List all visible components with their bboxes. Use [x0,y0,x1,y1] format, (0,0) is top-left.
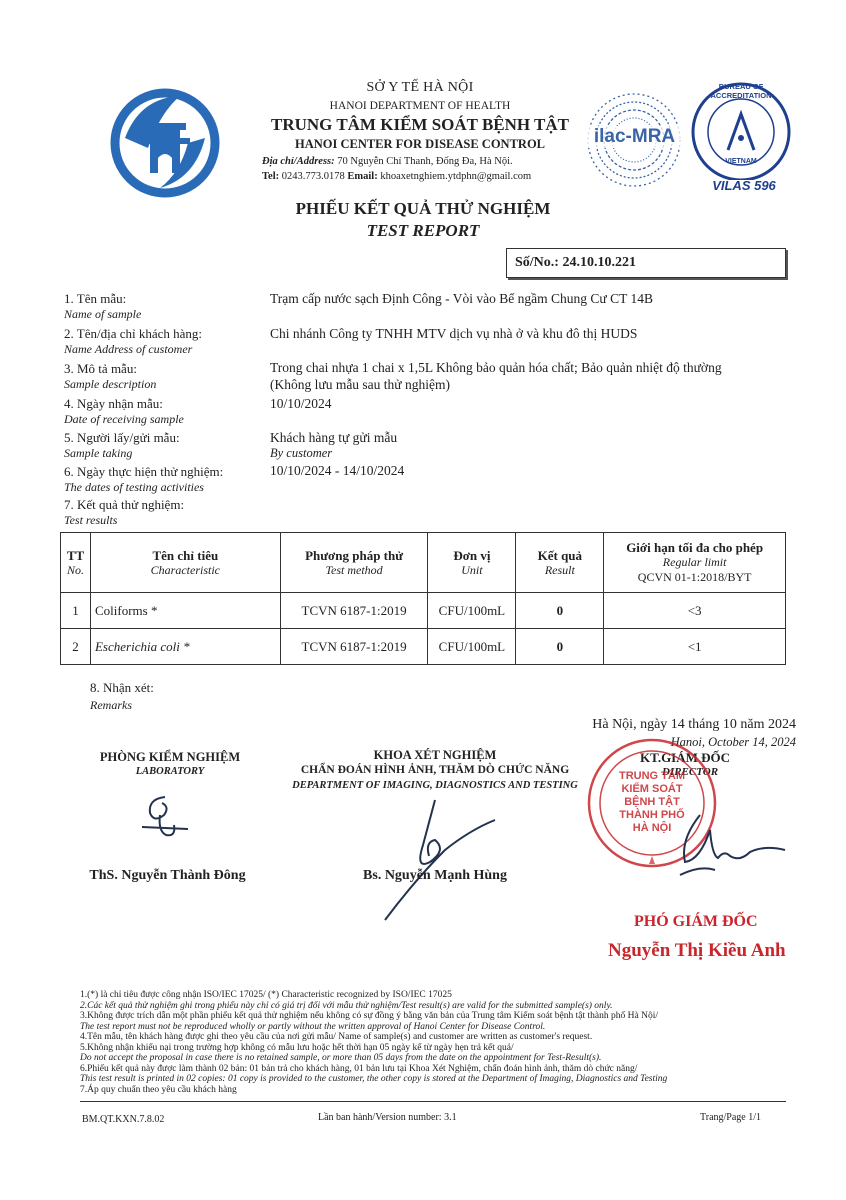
ilac-mra-logo [582,90,687,190]
header-method: Phương pháp thử Test method [280,533,428,593]
form-code: BM.QT.KXN.7.8.02 [82,1114,165,1125]
report-number-label: Số/No.: [515,255,559,270]
table-row [61,629,786,665]
header-limit: Giới hạn tối đa cho phép Regular limit QCVN 01-1:2018/BYT [604,533,786,593]
department-title-en: DEPARTMENT OF IMAGING, DIAGNOSTICS AND TESTING [292,780,578,791]
department-title-2: CHẨN ĐOÁN HÌNH ẢNH, THĂM DÒ CHỨC NĂNG [300,764,570,776]
report-number-box [506,248,786,278]
table-row [61,593,786,629]
row-characteristic: Coliforms * [90,593,280,629]
field-description-value: Trong chai nhựa 1 chai x 1,5L Không bảo quản hóa chất; Bảo quản nhiệt độ thường [270,360,722,375]
field-description-value-2: (Không lưu mẫu sau thử nghiệm) [270,377,450,392]
field-test-dates-value: 10/10/2024 - 14/10/2024 [270,463,405,478]
table-header-row [61,533,786,593]
field-customer-value: Chi nhánh Công ty TNHH MTV dịch vụ nhà ở và khu đô thị HUDS [270,326,638,341]
row-method: TCVN 6187-1:2019 [280,593,428,629]
row-characteristic: Escherichia coli * [90,629,280,665]
header-unit: Đơn vị Unit [428,533,516,593]
department-en: HANOI DEPARTMENT OF HEALTH [329,100,511,112]
footnote: Do not accept the proposal in case there is no retained sample, or more than 05 days from the date on the appointment for Test-Result(s). [80,1053,602,1063]
vilas-label: VILAS 596 [712,178,776,193]
department-signature [375,790,505,925]
bureau-accreditation-logo [686,80,796,195]
field-received-date-label: 4. Ngày nhận mẫu: [64,396,163,411]
field-description-label-en: Sample description [64,377,157,391]
page-number: Trang/Page 1/1 [700,1112,762,1123]
director-title: KT.GIÁM ĐỐC [640,750,731,765]
cdc-logo [100,78,230,208]
footer-rule [80,1101,786,1102]
lab-title-en: LABORATORY [135,766,205,777]
director-signature [640,800,790,890]
row-method: TCVN 6187-1:2019 [280,629,428,665]
field-test-dates-label-en: The dates of testing activities [64,480,204,494]
footnote: The test report must not be reproduced wholly or partly without the written approval of Hanoi Center for Disease Control. [80,1021,546,1032]
field-sample-taking-value-en: By customer [270,446,333,460]
address-line: Địa chỉ/Address: 70 Nguyễn Chí Thanh, Đống Đa, Hà Nội. [262,156,513,167]
row-unit: CFU/100mL [428,629,516,665]
row-result: 0 [516,593,604,629]
field-results-label-en: Test results [64,513,118,527]
version-number: Lần ban hành/Version number: 3.1 [318,1112,457,1123]
report-date: Hà Nội, ngày 14 tháng 10 năm 2024 [592,717,796,732]
accreditation-ring-text: BUREAU OF ACCREDITATION [710,82,772,100]
remarks-label: 8. Nhận xét: [90,680,154,695]
accreditation-country: VIETNAM [725,158,757,165]
header-characteristic: Tên chỉ tiêu Characteristic [90,533,280,593]
stamp-line: BỆNH TẬT [624,796,680,808]
stamp-line: THÀNH PHỐ [619,809,685,821]
field-customer-label-en: Name Address of customer [64,342,193,356]
footnote: 1.(*) là chỉ tiêu được công nhận ISO/IEC 17025/ (*) Characteristic recognized by ISO/IEC 17025 [80,990,452,1000]
director-position: PHÓ GIÁM ĐỐC [634,913,758,930]
report-date-en: Hanoi, October 14, 2024 [670,735,796,749]
department-vn: SỞ Y TẾ HÀ NỘI [366,80,474,95]
footnote: This test result is printed in 02 copies: 01 copy is provided to the customer, the other copy is stored at the Department of Imaging, Diagnostics and Testing [80,1074,668,1084]
header-no: TT No. [61,533,91,593]
lab-title: PHÒNG KIỂM NGHIỆM [99,750,241,764]
footnotes [80,990,790,1095]
field-sample-name-value: Trạm cấp nước sạch Định Công - Vòi vào Bể ngầm Chung Cư CT 14B [270,291,654,306]
footnote: 3.Không được trích dẫn một phần phiếu kết quả thử nghiệm nếu không có sự đồng ý bằng văn bản của Trung tâm Kiểm soát bệnh tật thành phố Hà Nội/ [80,1011,658,1021]
lab-signature [130,785,200,845]
row-no: 2 [61,629,91,665]
footnote: 2.Các kết quả thử nghiệm ghi trong phiếu này chỉ có giá trị đối với mẫu thử nghiệm/Test result(s) are valid for the submitted sample(s) only. [80,1000,613,1011]
header-result: Kết quả Result [516,533,604,593]
field-sample-taking-value: Khách hàng tự gửi mẫu [270,430,398,445]
field-results-label: 7. Kết quả thử nghiệm: [64,497,185,512]
results-table [60,532,786,665]
footnote: 6.Phiếu kết quả này được làm thành 02 bản: 01 bản trả cho khách hàng, 01 bản lưu tại Khoa Xét Nghiệm, chẩn đoán hình ảnh, thăm dò chức năng/ [80,1063,638,1074]
field-sample-name-label: 1. Tên mẫu: [64,291,127,306]
contact-line: Tel: 0243.773.0178 Email: khoaxetnghiem.ytdphn@gmail.com [262,171,532,182]
stamp-line: KIỂM SOÁT [621,783,683,795]
report-number: 24.10.10.221 [562,255,636,270]
row-no: 1 [61,593,91,629]
field-sample-taking-label-en: Sample taking [64,446,133,460]
stamp-line: TRUNG TÂM [619,770,685,782]
footnote: 5.Không nhận khiếu nại trong trường hợp không có mẫu lưu hoặc hết thời hạn 05 ngày kể từ ngày hẹn trả kết quả/ [80,1042,514,1053]
field-received-date-label-en: Date of receiving sample [64,412,184,426]
center-en: HANOI CENTER FOR DISEASE CONTROL [294,137,546,151]
department-signer-name: Bs. Nguyễn Mạnh Hùng [363,868,507,883]
footnote: 7.Áp quy chuẩn theo yêu cầu khách hàng [80,1084,237,1095]
field-test-dates-label: 6. Ngày thực hiện thử nghiệm: [64,464,224,479]
row-limit: <1 [604,629,786,665]
department-title: KHOA XÉT NGHIỆM [373,748,497,762]
row-result: 0 [516,629,604,665]
lab-signer-name: ThS. Nguyễn Thành Đông [89,868,246,883]
director-name: Nguyễn Thị Kiều Anh [608,940,786,961]
report-title-en: TEST REPORT [366,221,480,240]
center-vn: TRUNG TÂM KIỂM SOÁT BỆNH TẬT [270,115,570,134]
director-title-en: DIRECTOR [662,766,719,778]
stamp-line: HÀ NỘI [632,822,672,834]
field-sample-taking-label: 5. Người lấy/gửi mẫu: [64,430,180,445]
field-description-label: 3. Mô tả mẫu: [64,361,137,376]
field-received-date-value: 10/10/2024 [270,396,332,411]
ilac-label: ilac-MRA [584,126,685,148]
field-sample-name-label-en: Name of sample [64,307,142,321]
footnote: 4.Tên mẫu, tên khách hàng được ghi theo yêu cầu của nơi gửi mẫu/ Name of sample(s) and customer are written as customer's request. [80,1032,593,1042]
report-title-vn: PHIẾU KẾT QUẢ THỬ NGHIỆM [295,199,551,218]
field-customer-label: 2. Tên/địa chỉ khách hàng: [64,326,203,341]
remarks-label-en: Remarks [90,698,132,712]
row-limit: <3 [604,593,786,629]
row-unit: CFU/100mL [428,593,516,629]
